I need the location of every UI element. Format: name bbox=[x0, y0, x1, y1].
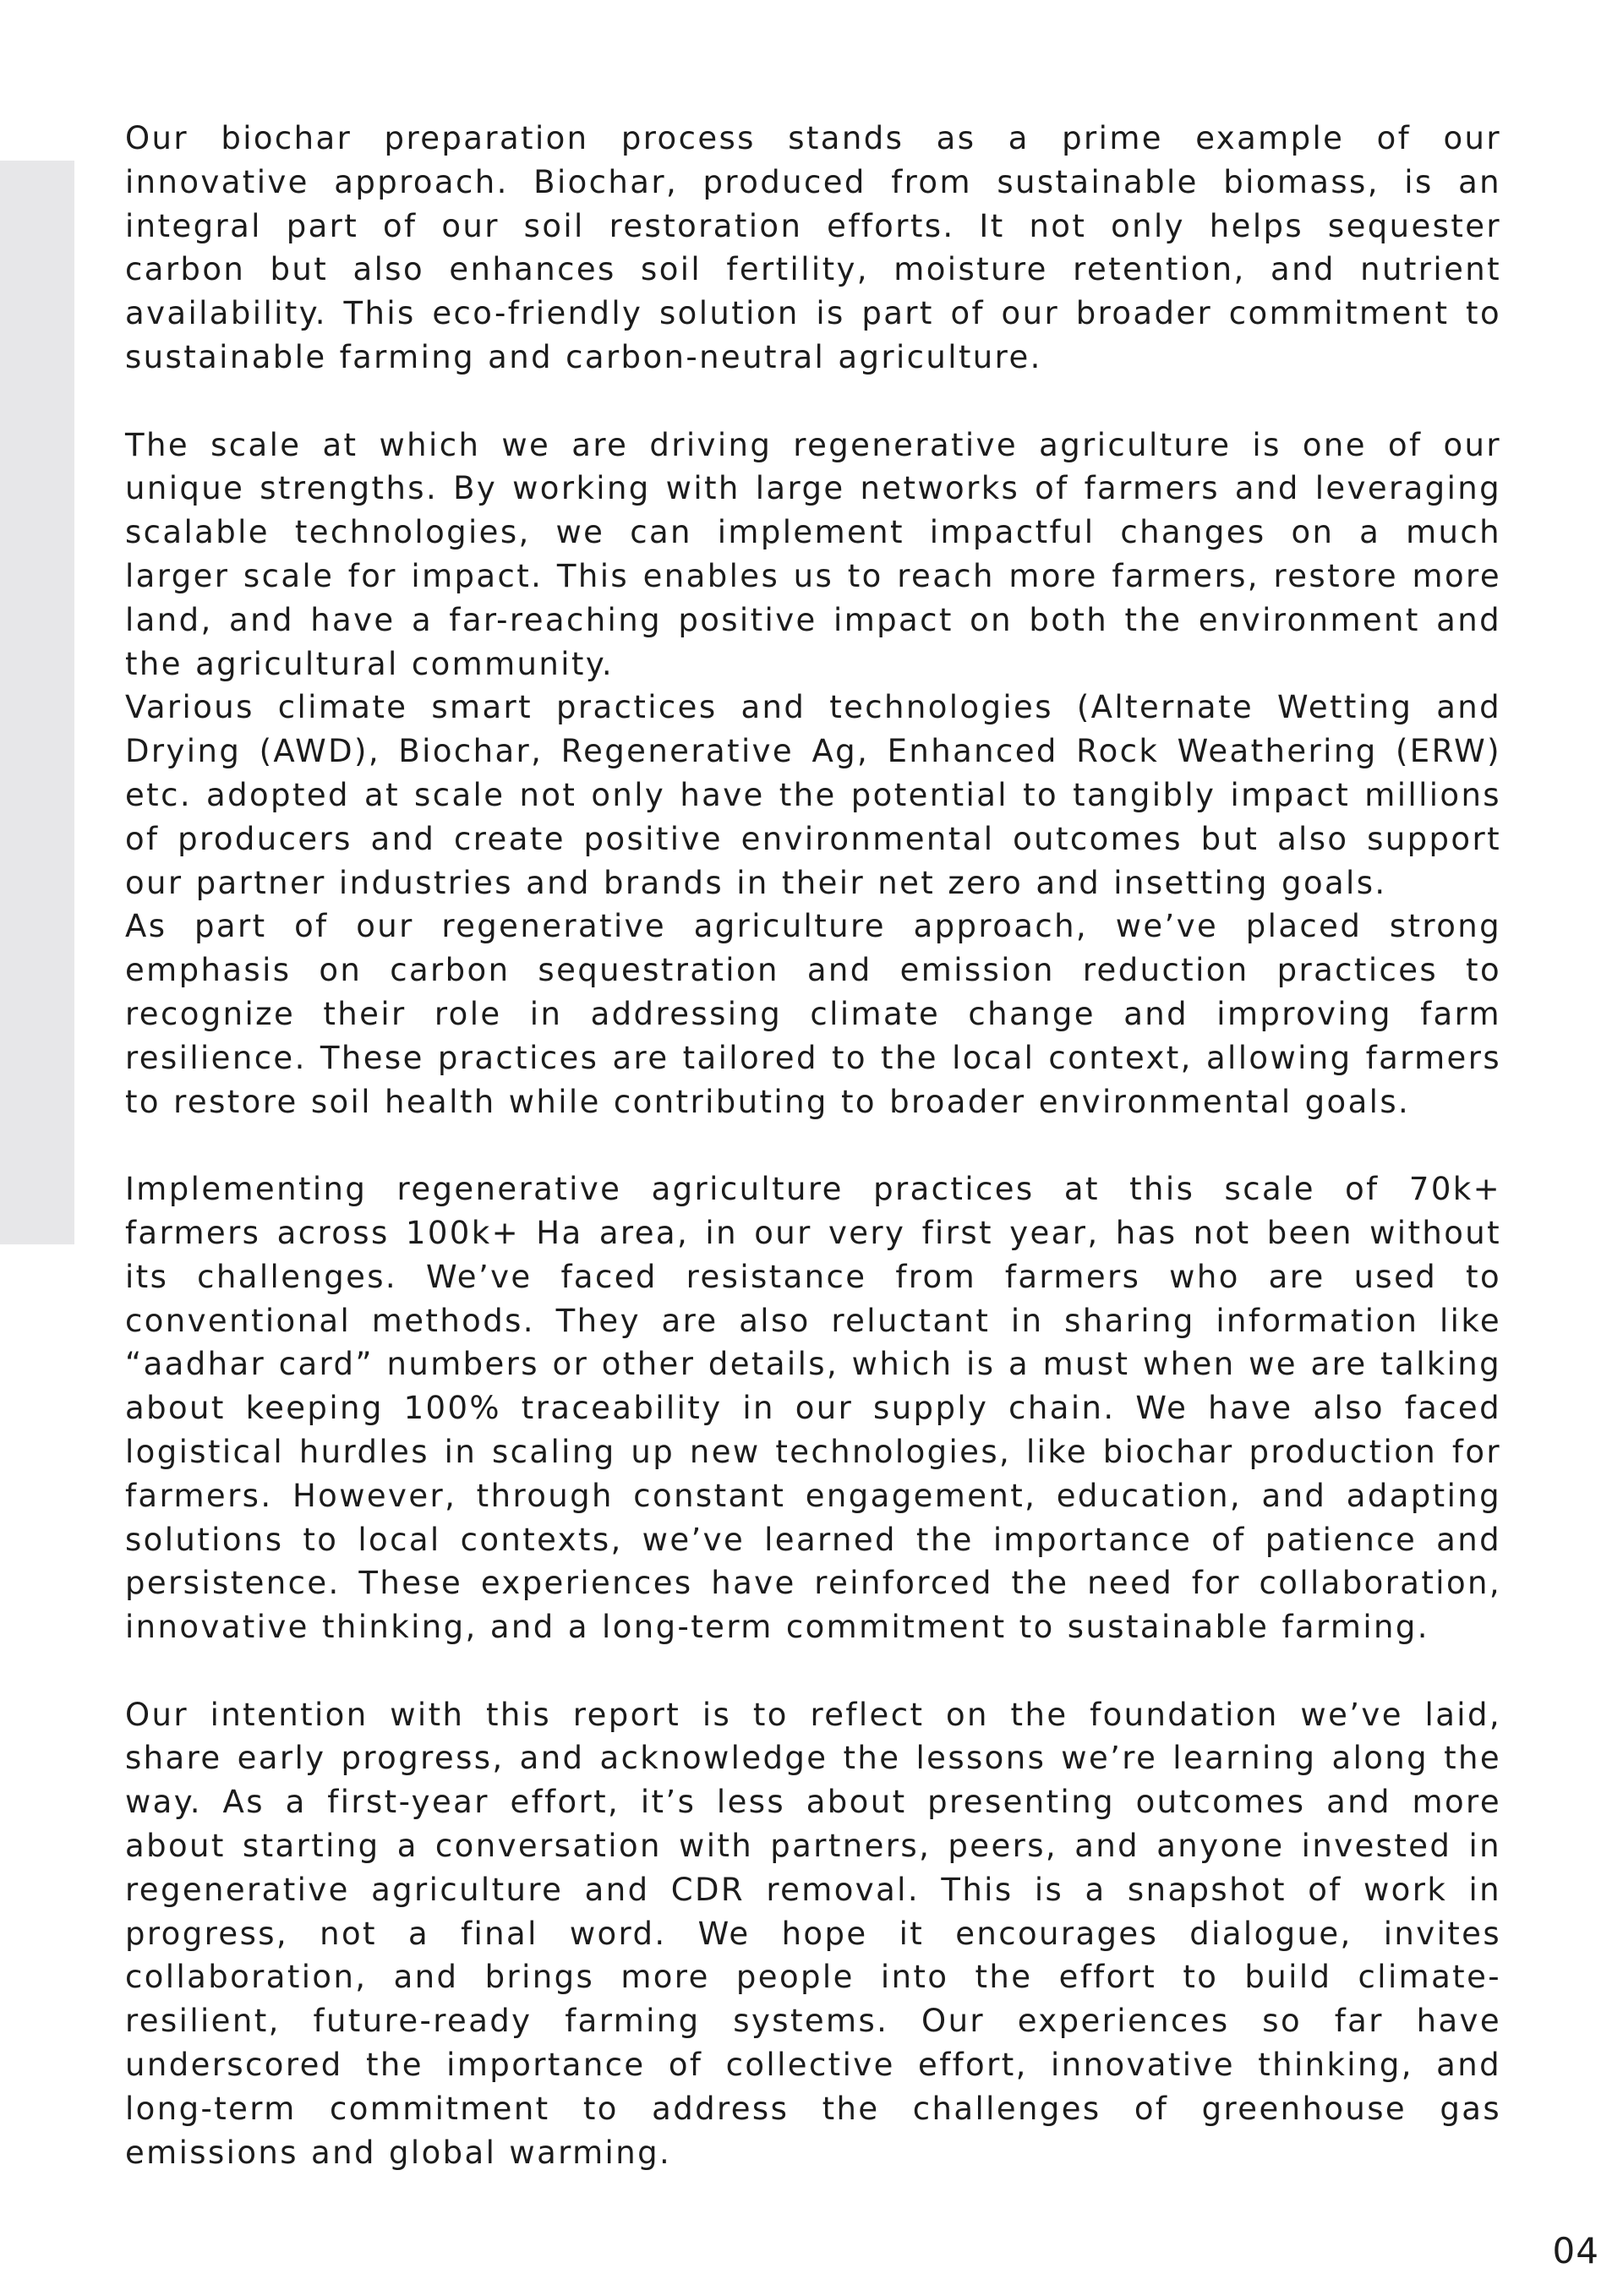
paragraph-biochar: Our biochar preparation process stands as a prime example of our innovative approach. Biochar, produced from sustainable biomass, is an integral part of our soil restoration efforts. It not only helps sequester carbon but also enhances soil fertility, moisture retention, and nutrient availability. This eco-friendly solution is part of our broader commitment to sustainable farming and carbon-neutral agriculture. bbox=[125, 120, 1501, 375]
paragraph-scale: The scale at which we are driving regenerative agriculture is one of our unique strengths. By working with large networks of farmers and leveraging scalable technologies, we can implement impactful changes on a much larger scale for impact. This enables us to reach more farmers, restore more land, and have a far-reaching positive impact on both the environment and the agricultural community. bbox=[125, 426, 1501, 682]
paragraph-intention: Our intention with this report is to reflect on the foundation we’ve laid, share early progress, and acknowledge the lessons we’re learning along the way. As a first-year effort, it’s less about presenting outcomes and more about starting a conversation with partners, peers, and anyone invested in regenerative agriculture and CDR removal. This is a snapshot of work in progress, not a final word. We hope it encourages dialogue, invites collaboration, and brings more people into the effort to build climate-resilient, future-ready farming systems. Our experiences so far have underscored the importance of collective effort, innovative thinking, and long-term commitment to address the challenges of greenhouse gas emissions and global warming. bbox=[125, 1696, 1501, 2171]
side-accent-bar bbox=[0, 161, 74, 1244]
body-text bbox=[125, 117, 1501, 2174]
paragraph-climate-smart-practices: Various climate smart practices and technologies (Alternate Wetting and Drying (AWD), Biochar, Regenerative Ag, Enhanced Rock Weathering (ERW) etc. adopted at scale not only have the potential to tangibly impact millions of producers and create positive environmental outcomes but also support our partner industries and brands in their net zero and insetting goals. bbox=[125, 689, 1501, 901]
paragraph-regenerative-approach: As part of our regenerative agriculture approach, we’ve placed strong emphasis on carbon sequestration and emission reduction practices to recognize their role in addressing climate change and improving farm resilience. These practices are tailored to the local context, allowing farmers to restore soil health while contributing to broader environmental goals. bbox=[125, 908, 1501, 1120]
page-number: 04 bbox=[1552, 2230, 1599, 2271]
paragraph-challenges: Implementing regenerative agriculture practices at this scale of 70k+ farmers across 100k+ Ha area, in our very first year, has not been without its challenges. We’ve faced resistance from farmers who are used to conventional methods. They are also reluctant in sharing information like “aadhar card” numbers or other details, which is a must when we are talking about keeping 100% traceability in our supply chain. We have also faced logistical hurdles in scaling up new technologies, like biochar production for farmers. However, through constant engagement, education, and adapting solutions to local contexts, we’ve learned the importance of patience and persistence. These experiences have reinforced the need for collaboration, innovative thinking, and a long-term commitment to sustainable farming. bbox=[125, 1171, 1501, 1646]
